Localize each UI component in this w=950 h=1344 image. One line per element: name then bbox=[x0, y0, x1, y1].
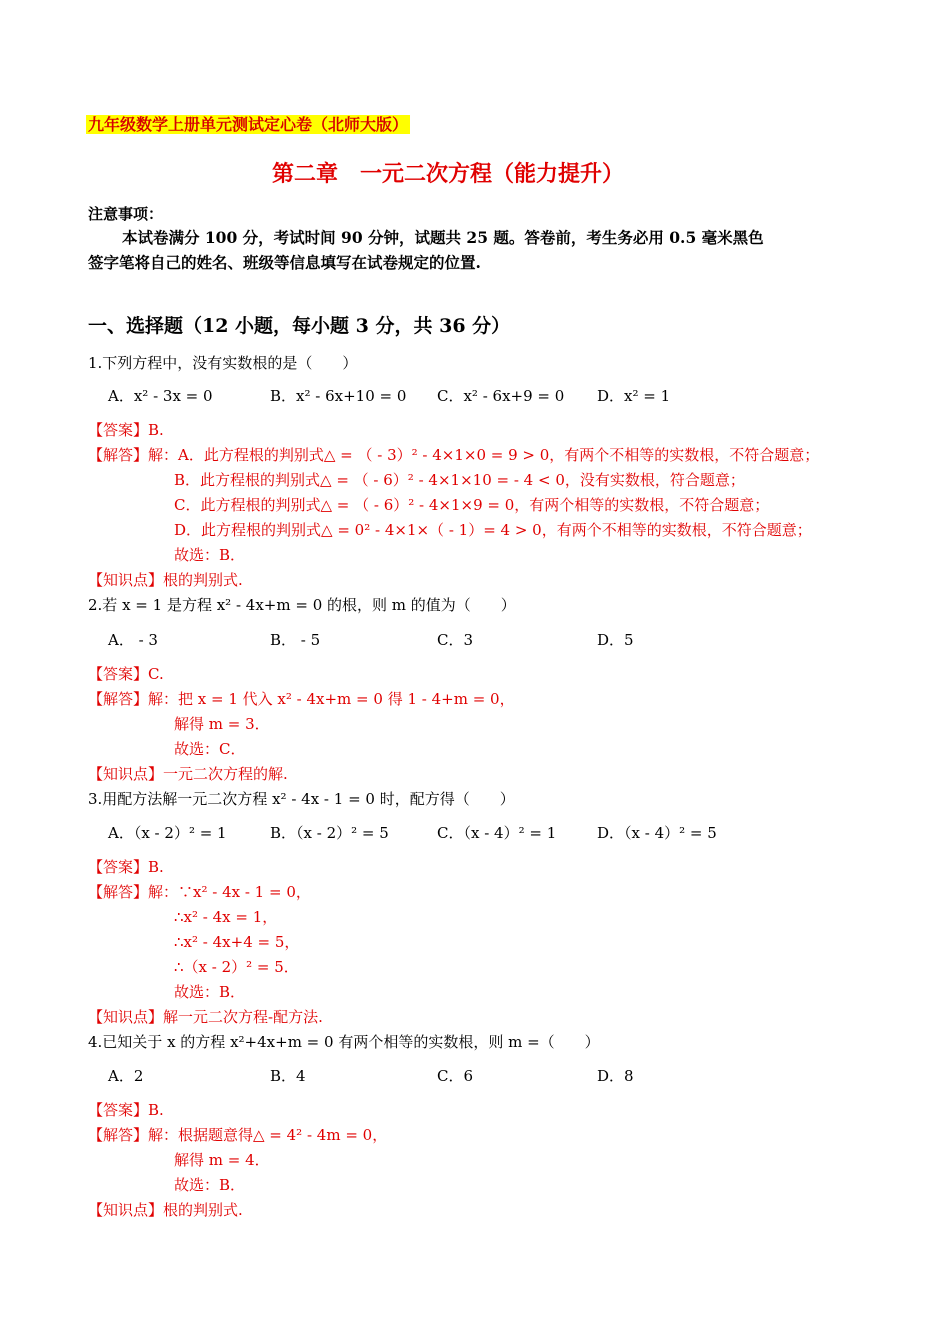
notice-line-1: 本试卷满分 100 分，考试时间 90 分钟，试题共 25 题。答卷前，考生务必用 0.5 毫米黑色 bbox=[122, 228, 764, 247]
option-b: B．x² - 6x+10 = 0 bbox=[270, 387, 407, 405]
option-b: B．4 bbox=[270, 1067, 306, 1085]
analysis-line: 【解答】解：A．此方程根的判别式△ = （ - 3）² - 4×1×0 = 9 > 0，有两个不相等的实数根，不符合题意； bbox=[88, 446, 820, 464]
analysis-line: 故选：B． bbox=[174, 983, 246, 1001]
analysis-line: D．此方程根的判别式△ = 0² - 4×1×（ - 1）= 4 > 0，有两个不相等的实数根，不符合题意； bbox=[174, 521, 812, 539]
question-stem: 2.若 x = 1 是方程 x² - 4x+m = 0 的根，则 m 的值为（ ） bbox=[88, 596, 516, 614]
analysis-line: 故选：B． bbox=[174, 546, 246, 564]
analysis-line: 故选：C． bbox=[174, 740, 246, 758]
analysis-line: ∴x² - 4x = 1， bbox=[174, 908, 278, 926]
notice-heading: 注意事项： bbox=[88, 205, 164, 223]
question-stem: 1.下列方程中，没有实数根的是（ ） bbox=[88, 354, 358, 372]
section-heading: 一、选择题（12 小题，每小题 3 分，共 36 分） bbox=[88, 315, 511, 337]
knowledge-point: 【知识点】解一元二次方程-配方法. bbox=[88, 1008, 323, 1026]
option-b: B．（x - 2）² = 5 bbox=[270, 824, 389, 842]
analysis-line: 解得 m = 4． bbox=[174, 1151, 270, 1169]
option-d: D．5 bbox=[597, 631, 634, 649]
knowledge-point: 【知识点】根的判别式. bbox=[88, 1201, 243, 1219]
option-c: C．3 bbox=[437, 631, 474, 649]
series-title: 九年级数学上册单元测试定心卷（北师大版） bbox=[88, 115, 409, 134]
analysis-line: 解得 m = 3． bbox=[174, 715, 270, 733]
option-d: D．（x - 4）² = 5 bbox=[597, 824, 717, 842]
knowledge-point: 【知识点】根的判别式. bbox=[88, 571, 243, 589]
option-d: D．8 bbox=[597, 1067, 634, 1085]
option-a: A．2 bbox=[108, 1067, 144, 1085]
option-d: D．x² = 1 bbox=[597, 387, 671, 405]
analysis-line: B．此方程根的判别式△ = （ - 6）² - 4×1×10 = - 4 < 0，没有实数根，符合题意； bbox=[174, 471, 745, 489]
analysis-line: 故选：B． bbox=[174, 1176, 246, 1194]
analysis-line: C．此方程根的判别式△ = （ - 6）² - 4×1×9 = 0，有两个相等的实数根，不符合题意； bbox=[174, 496, 770, 514]
knowledge-point: 【知识点】一元二次方程的解. bbox=[88, 765, 288, 783]
question-stem: 4.已知关于 x 的方程 x²+4x+m = 0 有两个相等的实数根，则 m =（ ） bbox=[88, 1033, 600, 1051]
option-c: C．（x - 4）² = 1 bbox=[437, 824, 557, 842]
notice-line-2: 签字笔将自己的姓名、班级等信息填写在试卷规定的位置. bbox=[88, 253, 481, 272]
analysis-line: 【解答】解：把 x = 1 代入 x² - 4x+m = 0 得 1 - 4+m = 0， bbox=[88, 690, 515, 708]
option-a: A．（x - 2）² = 1 bbox=[108, 824, 227, 842]
option-c: C．6 bbox=[437, 1067, 474, 1085]
chapter-title: 第二章 一元二次方程（能力提升） bbox=[272, 161, 625, 187]
answer: 【答案】B. bbox=[88, 1101, 164, 1119]
option-a: A．x² - 3x = 0 bbox=[108, 387, 213, 405]
answer: 【答案】B. bbox=[88, 858, 164, 876]
option-b: B． - 5 bbox=[270, 631, 321, 649]
analysis-line: ∴x² - 4x+4 = 5， bbox=[174, 933, 300, 951]
analysis-line: 【解答】解：根据题意得△ = 4² - 4m = 0， bbox=[88, 1126, 388, 1144]
option-a: A． - 3 bbox=[108, 631, 158, 649]
answer: 【答案】B. bbox=[88, 421, 164, 439]
analysis-line: ∴（x - 2）² = 5． bbox=[174, 958, 299, 976]
analysis-line: 【解答】解：∵x² - 4x - 1 = 0， bbox=[88, 883, 311, 901]
answer: 【答案】C. bbox=[88, 665, 164, 683]
option-c: C．x² - 6x+9 = 0 bbox=[437, 387, 565, 405]
question-stem: 3.用配方法解一元二次方程 x² - 4x - 1 = 0 时，配方得（ ） bbox=[88, 790, 515, 808]
